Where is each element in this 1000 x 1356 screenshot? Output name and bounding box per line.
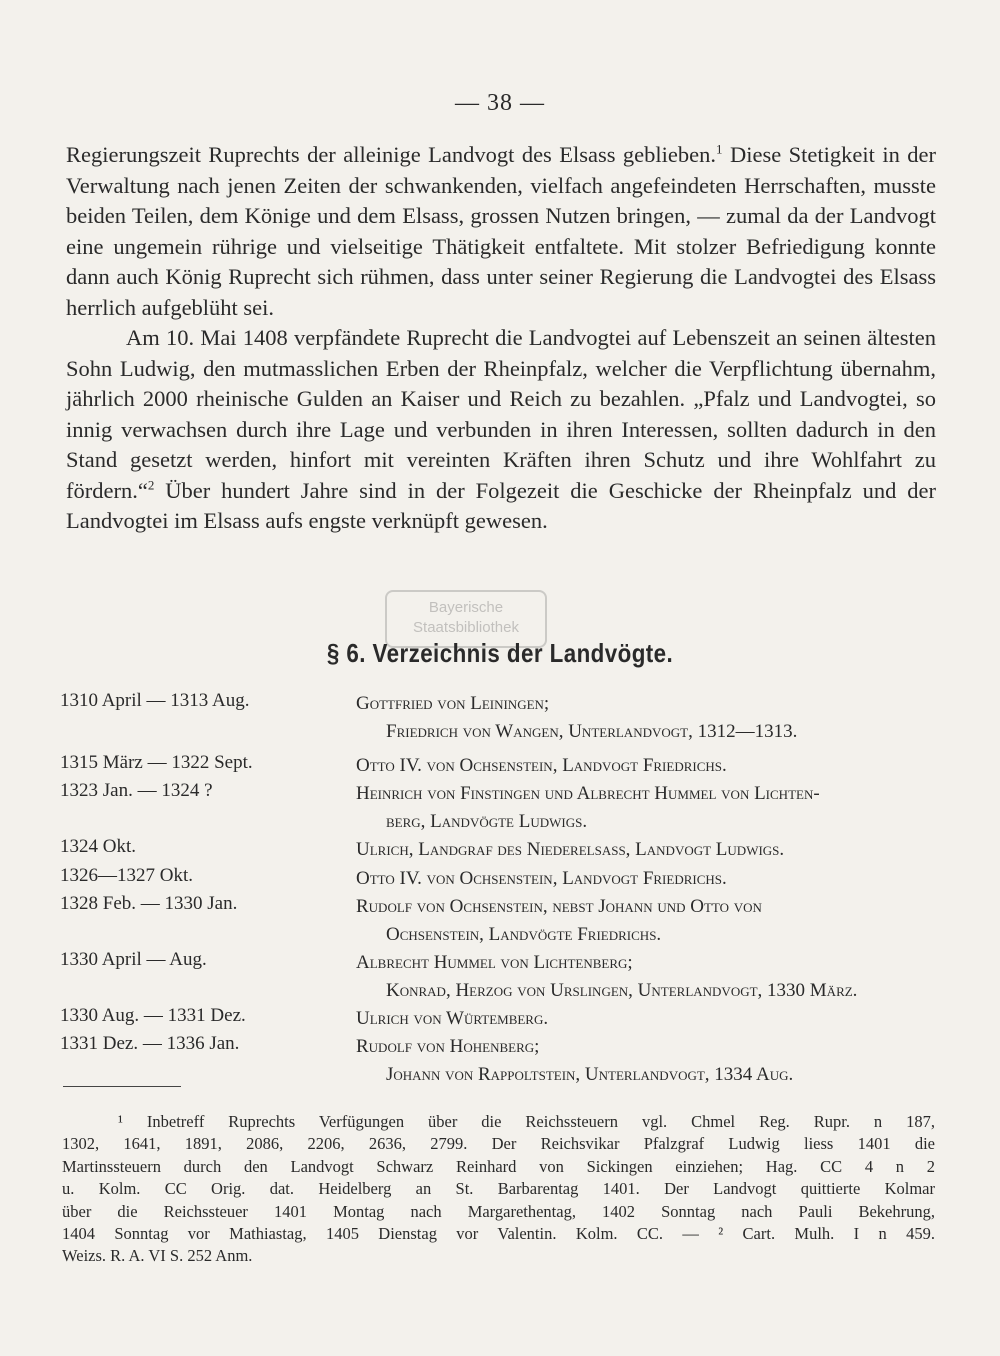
list-item [60,1005,940,1033]
paragraph-1-text-b: Diese Stetigkeit in der Verwaltung nach jenen Zeiten der schwankenden, vielfach angefeindeten Herrschaften, musste beiden Teilen, dem Könige und dem Elsass, grossen Nutzen bringen, — zumal da der Landvogt eine ungemein rührige und vielseitige Thätigkeit entfaltete. Mit stolzer Befriedigung konnte dann auch König Ruprecht sich rühmen, dass unter seiner Regierung die Landvogtei des Elsass herrlich aufgeblüht sei. [66,142,936,320]
entry-line: Heinrich von Finstingen und Albrecht Hummel von Lichten- [356,783,820,804]
entry-description [356,1033,940,1089]
entry-line: Gottfried von Leiningen; [356,693,550,714]
footnotes [62,1111,935,1268]
entry-date: 1331 Dez. — 1336 Jan. [60,1033,240,1054]
stamp-line-2: Staatsbibliothek [413,619,519,636]
page-number: — 38 — [455,90,545,116]
entry-line: Ochsenstein, Landvögte Friedrichs. [386,924,662,945]
entry-date: 1328 Feb. — 1330 Jan. [60,893,238,914]
footnote-line: u. Kolm. CC Orig. dat. Heidelberg an St. Barbarentag 1401. Der Landvogt quittierte Kolmar [62,1179,935,1199]
entry-date: 1315 März — 1322 Sept. [60,752,253,773]
list-item [60,949,940,1005]
entry-line: Friedrich von Wangen, Unterlandvogt, 1312—1313. [386,721,798,742]
entry-line: Ulrich, Landgraf des Niederelsass, Landvogt Ludwigs. [356,839,785,860]
entry-line: Albrecht Hummel von Lichtenberg; [356,952,633,973]
footnote-line: ¹ Inbetreff Ruprechts Verfügungen über die Reichssteuern vgl. Chmel Reg. Rupr. n 187, [118,1112,935,1131]
entry-line: Ulrich von Würtemberg. [356,1008,549,1029]
entry-date: 1310 April — 1313 Aug. [60,690,250,711]
footnote-divider [63,1086,181,1087]
stamp-line-1: Bayerische [428,599,504,616]
entry-date: 1330 Aug. — 1331 Dez. [60,1005,246,1026]
list-item [60,1033,940,1089]
paragraph-1-text-a: Regierungszeit Ruprechts der alleinige Landvogt des Elsass geblieben. [66,142,717,167]
footnote-line: über die Reichssteuer 1401 Montag nach Margarethentag, 1402 Sonntag nach Pauli Bekehrung, [62,1201,935,1221]
footnote-ref-1: 1 [716,141,723,157]
entry-line: Rudolf von Ochsenstein, nebst Johann und Otto von [356,896,762,917]
list-item [60,690,940,746]
list-item [60,752,940,780]
entry-description [356,865,940,893]
entry-date: 1326—1327 Okt. [60,865,193,886]
paragraph-1 [66,140,936,323]
footnote-ref-2: 2 [147,477,155,492]
entry-date: 1330 April — Aug. [60,949,207,970]
entry-date: 1324 Okt. [60,836,136,857]
entry-description [356,836,940,864]
entry-description [356,1005,940,1033]
list-item [60,780,940,836]
paragraph-2-text-b: Über hundert Jahre sind in der Folgezeit die Geschicke der Rheinpfalz und der Landvogtei im Elsass aufs engste verknüpft gewesen. [66,477,936,533]
entry-line: berg, Landvögte Ludwigs. [386,811,588,832]
body-text [66,140,936,537]
entry-line: Rudolf von Hohenberg; [356,1036,540,1057]
entry-description [356,752,940,780]
footnote-line: Weizs. R. A. VI S. 252 Anm. [62,1246,253,1266]
entry-line: Otto IV. von Ochsenstein, Landvogt Friedrichs. [356,868,727,889]
list-item [60,893,940,949]
footnote-line: 1404 Sonntag vor Mathiastag, 1405 Dienstag vor Valentin. Kolm. CC. — ² Cart. Mulh. I n 459. [62,1224,935,1244]
paragraph-2-text-a: Am 10. Mai 1408 verpfändete Ruprecht die Landvogtei auf Lebenszeit an seinen ältesten Sohn Ludwig, den mutmasslichen Erben der Rheinpfalz, welcher die Verpflichtung übernahm, jährlich 2000 rheinische Gulden an Kaiser und Reich zu bezahlen. „Pfalz und Landvogtei, so innig verwachsen durch ihre Lage und verbunden in ihren Interessen, sollten dadurch in den Stand gesetzt werden, hinfort mit vereinten Kräften ihren Schutz und ihre Wohlfahrt zu fördern.“ [66,325,936,503]
list-item [60,865,940,893]
section-title: § 6. Verzeichnis der Landvögte. [326,638,674,668]
entry-description [356,893,940,949]
entry-line: Otto IV. von Ochsenstein, Landvogt Friedrichs. [356,755,727,776]
entry-line: Johann von Rappoltstein, Unterlandvogt, 1334 Aug. [386,1064,794,1085]
entry-line: Konrad, Herzog von Urslingen, Unterlandvogt, 1330 März. [386,980,858,1001]
entry-description [356,780,940,836]
entry-description [356,690,940,746]
footnote-line: 1302, 1641, 1891, 2086, 2206, 2636, 2799. Der Reichsvikar Pfalzgraf Ludwig liess 1401 die [62,1134,935,1154]
paragraph-2 [66,323,936,537]
entry-description [356,949,940,1005]
footnote-line: Martinssteuern durch den Landvogt Schwarz Reinhard von Sickingen einziehen; Hag. CC 4 n 2 [62,1156,935,1176]
list-item [60,836,940,864]
entry-date: 1323 Jan. — 1324 ? [60,780,213,801]
